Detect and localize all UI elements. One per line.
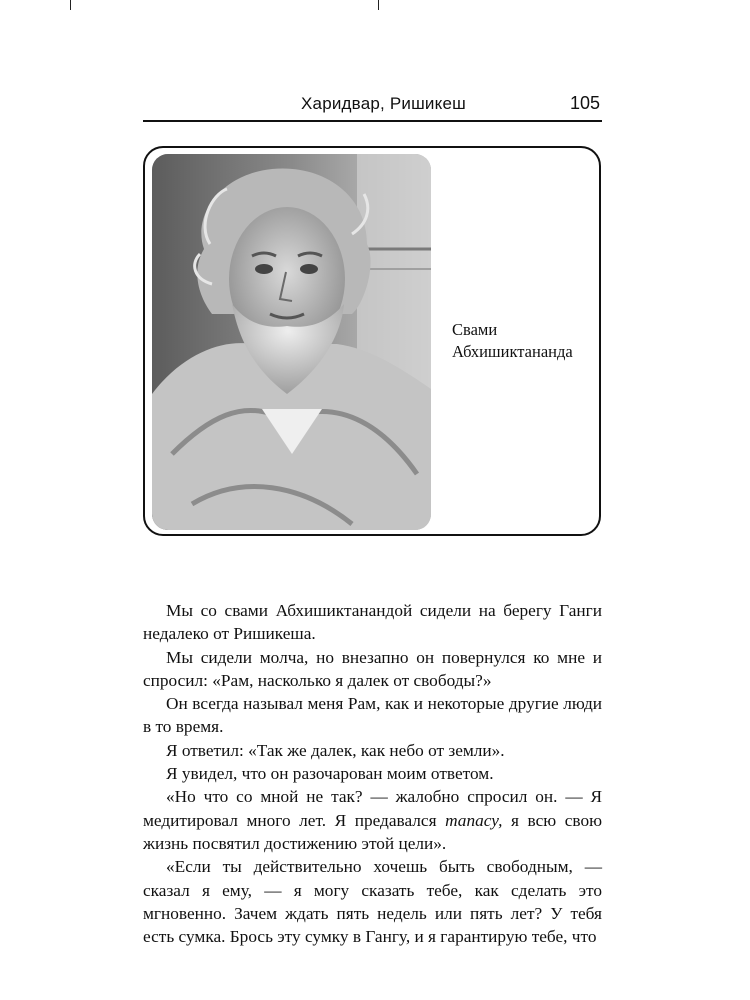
caption-line-1: Свами [452, 320, 498, 339]
figure-caption [452, 319, 597, 363]
portrait-photo [152, 154, 431, 530]
figure-frame [143, 146, 601, 536]
crop-mark-right [378, 0, 379, 10]
page-number: 105 [569, 93, 600, 113]
italic-term: тапасу, [445, 810, 503, 830]
caption-line-2: Абхишиктананда [452, 342, 573, 361]
paragraph: Мы сидели молча, но внезапно он повернулся ко мне и спросил: «Рам, насколько я далек от свободы?» [143, 647, 602, 690]
body-text [143, 599, 602, 948]
crop-mark-left [70, 0, 71, 10]
paragraph: «Если ты действительно хочешь быть свободным, — сказал я ему, — я могу сказать тебе, как сделать это мгновенно. Зачем ждать пять недель или пять лет? У тебя есть сумка. Брось эту сумку в Гангу, и я гарантирую тебе, что [143, 857, 602, 947]
paragraph [143, 785, 602, 855]
paragraph: Я увидел, что он разочарован моим ответом. [166, 764, 494, 784]
paragraph: Он всегда называл меня Рам, как и некоторые другие люди в то время. [143, 694, 602, 737]
paragraph-text-before: «Но что со мной не так? — жалобно спросил он. — Я медитировал много лет. Я предавался [143, 787, 602, 830]
paragraph-text-after: я всю свою жизнь посвятил достижению этой цели». [143, 810, 603, 853]
running-head [143, 92, 602, 122]
paragraph: Я ответил: «Так же далек, как небо от земли». [166, 740, 505, 760]
running-title: Харидвар, Ришикеш [301, 94, 466, 113]
portrait-illustration [152, 154, 431, 530]
paragraph: Мы со свами Абхишиктанандой сидели на берегу Ганги недалеко от Ришикеша. [143, 601, 602, 644]
